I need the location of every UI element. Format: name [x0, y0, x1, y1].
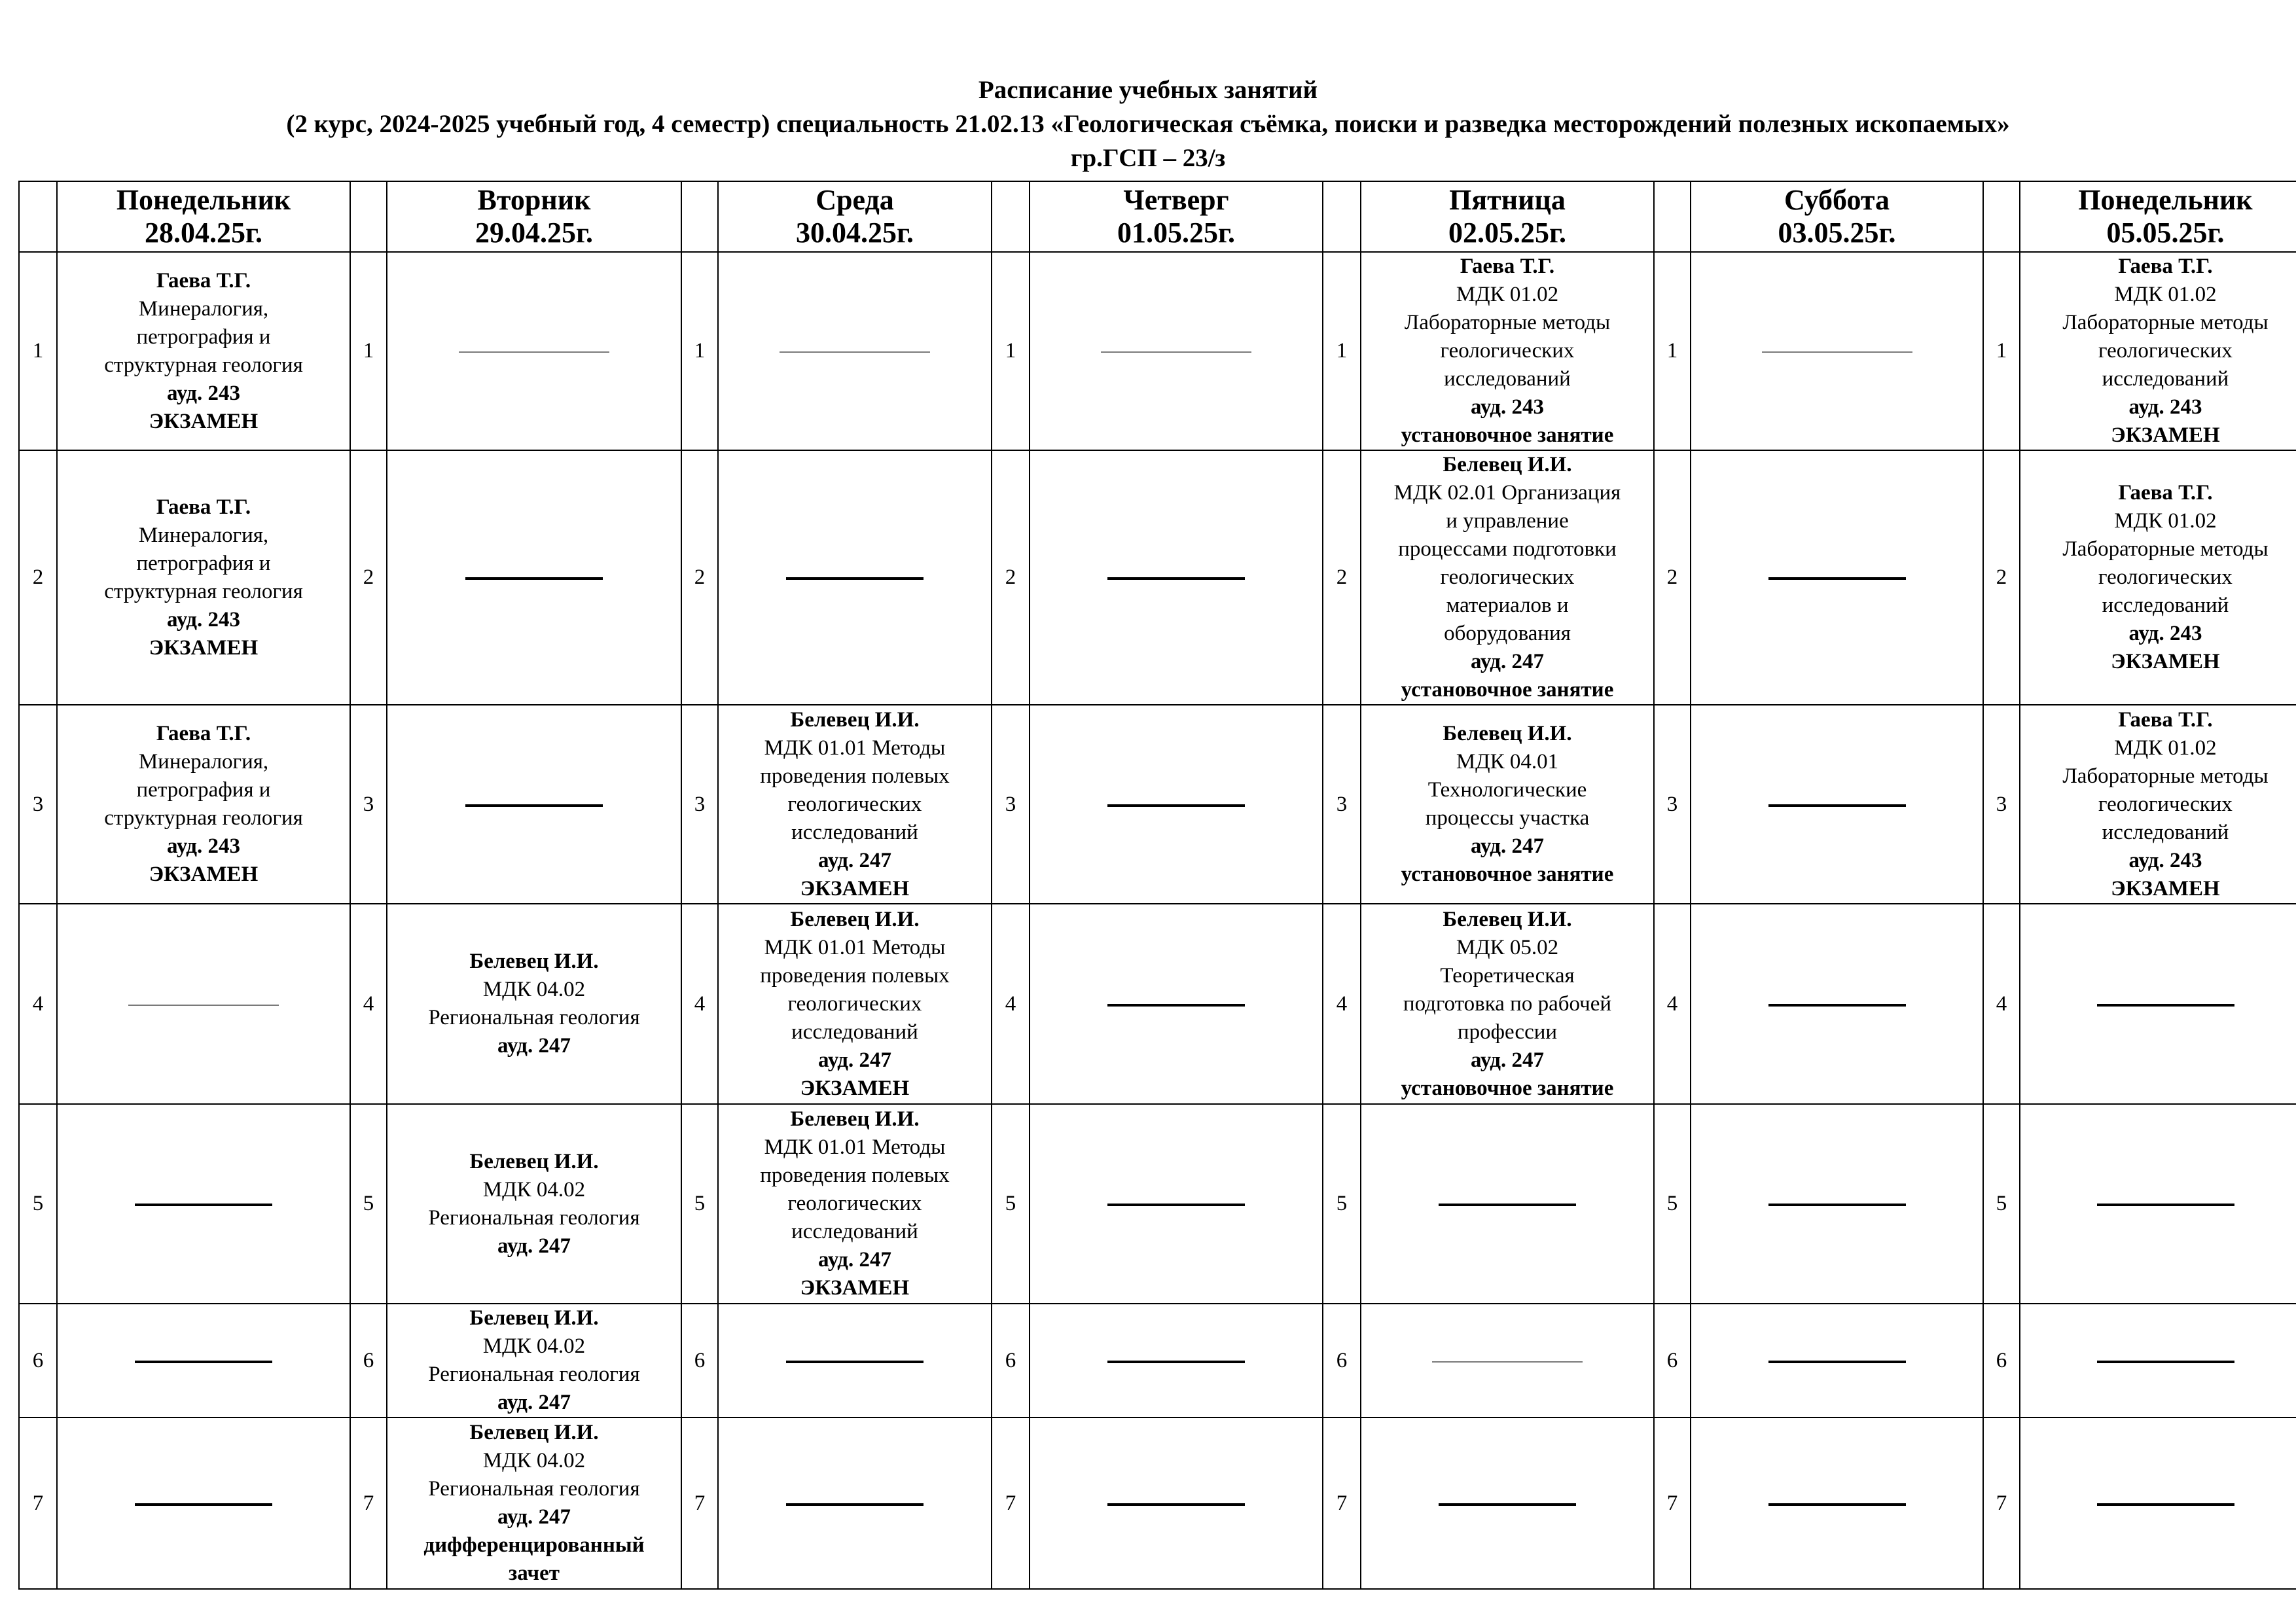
lesson-number: 7	[1323, 1418, 1361, 1589]
lesson-number: 2	[1323, 450, 1361, 705]
empty-slot	[718, 1418, 992, 1589]
day-date: 02.05.25г.	[1448, 217, 1567, 249]
lesson-line: Гаева Т.Г.	[2118, 481, 2213, 505]
lesson-line: петрография и	[136, 325, 271, 349]
lesson-line: исследований	[791, 1220, 918, 1243]
empty-slot-line	[1439, 1503, 1576, 1506]
lesson-number: 3	[992, 705, 1030, 904]
lesson-line: геологических	[2098, 792, 2233, 816]
lesson-line: ауд. 247	[818, 848, 891, 872]
lesson-line: МДК 01.01 Методы	[764, 1135, 946, 1159]
lesson-number: 3	[1983, 705, 2020, 904]
lesson-line: ауд. 247	[1471, 1048, 1544, 1072]
empty-slot-line	[786, 1503, 924, 1506]
lesson-line: зачет	[509, 1561, 560, 1585]
empty-slot-line	[135, 1361, 272, 1363]
lesson-number: 5	[1983, 1104, 2020, 1304]
lesson-line: Региональная геология	[428, 1477, 640, 1501]
empty-slot	[57, 1104, 350, 1304]
lesson-line: Белевец И.И.	[469, 1306, 599, 1330]
lesson-line: Гаева Т.Г.	[156, 268, 251, 293]
lesson-line: геологических	[787, 1192, 922, 1215]
lesson-line: установочное занятие	[1401, 423, 1614, 447]
lesson-number: 3	[1323, 705, 1361, 904]
lesson-line: Гаева Т.Г.	[2118, 255, 2213, 278]
lesson-line: МДК 04.01	[1456, 750, 1559, 774]
day-name: Понедельник	[2078, 184, 2253, 216]
empty-slot	[57, 1304, 350, 1418]
lesson-number: 1	[1323, 252, 1361, 450]
empty-slot-line	[1439, 1204, 1576, 1206]
document-subtitle: (2 курс, 2024-2025 учебный год, 4 семестр) специальность 21.02.13 «Геологическая съёмка, поиски и разведка месторождений полезных ископаемых»	[286, 110, 2010, 138]
empty-slot	[2020, 904, 2296, 1104]
day-header	[57, 181, 350, 252]
lesson-line: исследований	[2102, 367, 2229, 391]
lesson-line: структурная геология	[104, 806, 303, 830]
lesson-line: Лабораторные методы	[1404, 311, 1611, 334]
lesson-number: 2	[350, 450, 387, 705]
lesson-line: исследований	[791, 820, 918, 844]
empty-slot-line	[1107, 1004, 1245, 1007]
lesson-number: 5	[1654, 1104, 1691, 1304]
lesson-number: 2	[1654, 450, 1691, 705]
empty-slot-line	[1101, 351, 1251, 353]
day-header	[1030, 181, 1323, 252]
empty-slot	[718, 1304, 992, 1418]
lesson-line: Региональная геология	[428, 1006, 640, 1029]
lesson-line: установочное занятие	[1401, 863, 1614, 886]
empty-slot	[718, 252, 992, 450]
lesson-line: Белевец И.И.	[469, 1149, 599, 1173]
empty-slot-line	[135, 1503, 272, 1506]
lesson-number: 5	[992, 1104, 1030, 1304]
lesson-line: Минералогия,	[138, 750, 269, 774]
schedule-table	[18, 181, 2296, 1590]
day-header	[2020, 181, 2296, 252]
lesson-line: Белевец И.И.	[790, 707, 920, 732]
lesson-line: проведения полевых	[760, 963, 950, 988]
lesson-line: Белевец И.И.	[469, 950, 599, 973]
day-name: Четверг	[1123, 184, 1229, 216]
empty-slot	[57, 1418, 350, 1589]
lesson-cell	[1361, 450, 1654, 705]
lesson-line: ЭКЗАМЕН	[800, 1276, 910, 1300]
lesson-line: МДК 04.02	[482, 1177, 586, 1202]
empty-slot	[1691, 450, 1983, 705]
lesson-line: ЭКЗАМЕН	[800, 876, 910, 901]
lesson-number: 5	[681, 1104, 718, 1304]
lesson-cell	[1361, 904, 1654, 1104]
lesson-number-header	[1323, 181, 1361, 252]
lesson-number: 6	[1983, 1304, 2020, 1418]
lesson-number: 4	[992, 904, 1030, 1104]
lesson-number: 7	[19, 1418, 57, 1589]
empty-slot-line	[465, 804, 603, 807]
lesson-line: ауд. 243	[2128, 622, 2202, 645]
day-date: 30.04.25г.	[795, 217, 914, 249]
empty-slot-line	[1768, 1361, 1906, 1363]
lesson-cell	[387, 904, 681, 1104]
lesson-line: Гаева Т.Г.	[156, 495, 251, 519]
lesson-line: исследований	[791, 1020, 918, 1044]
lesson-line: ауд. 243	[2128, 848, 2202, 872]
lesson-number: 1	[992, 252, 1030, 450]
lesson-cell	[718, 1104, 992, 1304]
lesson-line: профессии	[1457, 1020, 1558, 1044]
lesson-line: установочное занятие	[1401, 678, 1614, 702]
lesson-number: 4	[350, 904, 387, 1104]
lesson-line: петрография и	[136, 778, 271, 802]
lesson-line: ауд. 243	[167, 607, 240, 632]
lesson-line: проведения полевых	[760, 1164, 950, 1187]
lesson-line: МДК 01.02	[2114, 509, 2217, 533]
lesson-line: подготовка по рабочей	[1403, 991, 1612, 1016]
lesson-number: 1	[681, 252, 718, 450]
empty-slot-line	[1107, 1503, 1245, 1506]
lesson-line: структурная геология	[104, 579, 303, 603]
lesson-number-header	[681, 181, 718, 252]
lesson-number: 3	[1654, 705, 1691, 904]
lesson-line: Белевец И.И.	[790, 907, 920, 931]
lesson-cell	[387, 1304, 681, 1418]
lesson-line: Лабораторные методы	[2062, 311, 2269, 334]
day-date: 03.05.25г.	[1778, 217, 1896, 249]
empty-slot-line	[1107, 804, 1245, 807]
lesson-number: 7	[992, 1418, 1030, 1589]
lesson-line: Теоретическая	[1440, 963, 1575, 988]
empty-slot-line	[2097, 1004, 2234, 1007]
lesson-number: 2	[19, 450, 57, 705]
day-header	[718, 181, 992, 252]
lesson-line: геологических	[2098, 565, 2233, 589]
lesson-row	[19, 904, 2296, 1104]
empty-slot	[718, 450, 992, 705]
lesson-number: 6	[681, 1304, 718, 1418]
empty-slot	[2020, 1304, 2296, 1418]
lesson-line: дифференцированный	[423, 1533, 645, 1557]
lesson-line: Белевец И.И.	[790, 1107, 920, 1131]
day-name: Среда	[816, 184, 894, 216]
lesson-line: геологических	[1440, 339, 1575, 363]
empty-slot-line	[2097, 1204, 2234, 1206]
lesson-number-header	[19, 181, 57, 252]
lesson-number: 6	[350, 1304, 387, 1418]
lesson-number: 3	[350, 705, 387, 904]
lesson-number-header	[350, 181, 387, 252]
lesson-line: Региональная геология	[428, 1363, 640, 1386]
document-header	[0, 73, 2296, 175]
lesson-cell	[1361, 705, 1654, 904]
lesson-number: 3	[681, 705, 718, 904]
lesson-line: МДК 04.02	[482, 1334, 586, 1358]
lesson-line: МДК 01.02	[1456, 283, 1559, 306]
empty-slot-line	[1768, 1503, 1906, 1506]
lesson-line: ЭКЗАМЕН	[149, 863, 259, 886]
lesson-line: МДК 04.02	[482, 978, 586, 1001]
empty-slot	[1030, 1304, 1323, 1418]
lesson-line: исследований	[2102, 820, 2229, 844]
lesson-line: ауд. 247	[1471, 834, 1544, 858]
empty-slot	[1691, 252, 1983, 450]
lesson-number-header	[1654, 181, 1691, 252]
lesson-line: ЭКЗАМЕН	[149, 409, 259, 433]
lesson-row	[19, 252, 2296, 450]
empty-slot	[1361, 1104, 1654, 1304]
lesson-line: ЭКЗАМЕН	[2111, 650, 2220, 673]
lesson-number: 4	[1323, 904, 1361, 1104]
day-date: 29.04.25г.	[475, 217, 594, 249]
empty-slot-line	[2097, 1503, 2234, 1506]
lesson-line: ауд. 247	[497, 1391, 571, 1414]
lesson-line: Минералогия,	[138, 296, 269, 321]
empty-slot-line	[1768, 804, 1906, 807]
lesson-line: структурная геология	[104, 353, 303, 377]
lesson-line: ЭКЗАМЕН	[2111, 423, 2220, 447]
lesson-line: проведения полевых	[760, 764, 950, 788]
empty-slot	[1691, 1304, 1983, 1418]
lesson-cell	[57, 705, 350, 904]
empty-slot-line	[1432, 1361, 1583, 1363]
lesson-line: МДК 02.01 Организация	[1393, 481, 1621, 505]
empty-slot-line	[465, 577, 603, 580]
lesson-line: петрография и	[136, 551, 271, 575]
lesson-cell	[387, 1418, 681, 1589]
lesson-number: 7	[350, 1418, 387, 1589]
empty-slot-line	[1768, 1204, 1906, 1206]
lesson-number: 1	[350, 252, 387, 450]
lesson-cell	[2020, 450, 2296, 705]
lesson-line: Белевец И.И.	[469, 1421, 599, 1444]
empty-slot-line	[128, 1005, 279, 1006]
lesson-line: геологических	[787, 991, 922, 1016]
lesson-number: 4	[1654, 904, 1691, 1104]
lesson-line: ауд. 247	[818, 1048, 891, 1072]
lesson-line: Гаева Т.Г.	[1460, 255, 1555, 278]
lesson-number: 5	[19, 1104, 57, 1304]
empty-slot-line	[2097, 1361, 2234, 1363]
empty-slot	[1361, 1418, 1654, 1589]
lesson-line: оборудования	[1444, 622, 1571, 645]
lesson-line: Гаева Т.Г.	[156, 722, 251, 745]
lesson-number: 2	[1983, 450, 2020, 705]
day-date: 05.05.25г.	[2106, 217, 2225, 249]
lesson-line: ЭКЗАМЕН	[800, 1076, 910, 1100]
empty-slot	[1691, 705, 1983, 904]
day-name: Вторник	[477, 184, 591, 216]
lesson-number: 6	[1323, 1304, 1361, 1418]
lesson-cell	[57, 450, 350, 705]
lesson-number: 1	[19, 252, 57, 450]
empty-slot	[1030, 1418, 1323, 1589]
empty-slot-line	[786, 577, 924, 580]
lesson-number: 5	[350, 1104, 387, 1304]
empty-slot	[1691, 1104, 1983, 1304]
lesson-line: процессами подготовки	[1398, 537, 1617, 561]
lesson-number: 1	[1654, 252, 1691, 450]
lesson-number: 6	[1654, 1304, 1691, 1418]
lesson-line: ауд. 247	[818, 1248, 891, 1272]
day-name: Суббота	[1784, 184, 1890, 216]
empty-slot-line	[459, 351, 609, 353]
lesson-line: ауд. 243	[1471, 395, 1544, 419]
empty-slot-line	[1762, 351, 1912, 353]
lesson-number: 5	[1323, 1104, 1361, 1304]
lesson-line: ауд. 247	[1471, 650, 1544, 673]
lesson-cell	[57, 252, 350, 450]
lesson-line: геологических	[1440, 565, 1575, 589]
day-name: Понедельник	[116, 184, 291, 216]
empty-slot	[387, 450, 681, 705]
lesson-line: материалов и	[1446, 594, 1569, 617]
empty-slot	[1691, 1418, 1983, 1589]
lesson-row	[19, 1418, 2296, 1589]
empty-slot	[57, 904, 350, 1104]
empty-slot-line	[1107, 577, 1245, 580]
empty-slot-line	[1768, 1004, 1906, 1007]
lesson-cell	[387, 1104, 681, 1304]
lesson-line: ЭКЗАМЕН	[149, 635, 259, 660]
lesson-cell	[718, 705, 992, 904]
lesson-line: Минералогия,	[138, 523, 269, 547]
lesson-line: МДК 01.01 Методы	[764, 935, 946, 959]
lesson-line: ауд. 247	[497, 1234, 571, 1258]
lesson-cell	[2020, 252, 2296, 450]
lesson-number: 1	[1983, 252, 2020, 450]
empty-slot-line	[1107, 1204, 1245, 1206]
lesson-line: Гаева Т.Г.	[2118, 707, 2213, 732]
empty-slot	[1030, 252, 1323, 450]
lesson-row	[19, 450, 2296, 705]
lesson-line: и управление	[1446, 509, 1569, 533]
lesson-line: ауд. 247	[497, 1505, 571, 1529]
lesson-number: 4	[19, 904, 57, 1104]
lesson-cell	[2020, 705, 2296, 904]
lesson-line: Технологические	[1427, 778, 1587, 802]
lesson-line: Лабораторные методы	[2062, 537, 2269, 561]
empty-slot	[387, 705, 681, 904]
empty-slot-line	[1768, 577, 1906, 580]
lesson-line: МДК 04.02	[482, 1449, 586, 1472]
empty-slot	[2020, 1418, 2296, 1589]
lesson-number: 6	[992, 1304, 1030, 1418]
lesson-row	[19, 1104, 2296, 1304]
lesson-number: 2	[992, 450, 1030, 705]
empty-slot-line	[135, 1204, 272, 1206]
lesson-line: МДК 01.01 Методы	[764, 736, 946, 760]
lesson-line: Белевец И.И.	[1443, 907, 1572, 931]
lesson-number: 7	[681, 1418, 718, 1589]
header-row	[19, 181, 2296, 252]
lesson-line: Белевец И.И.	[1443, 722, 1572, 745]
day-date: 28.04.25г.	[144, 217, 263, 249]
lesson-number: 3	[19, 705, 57, 904]
lesson-line: ауд. 247	[497, 1034, 571, 1058]
lesson-line: геологических	[787, 792, 922, 816]
group-name: гр.ГСП – 23/з	[1070, 144, 1226, 172]
lesson-line: ауд. 243	[167, 834, 240, 858]
lesson-number: 6	[19, 1304, 57, 1418]
lesson-line: Региональная геология	[428, 1205, 640, 1230]
empty-slot	[1030, 1104, 1323, 1304]
lesson-line: ауд. 243	[167, 381, 240, 405]
lesson-cell	[1361, 252, 1654, 450]
lesson-number: 4	[1983, 904, 2020, 1104]
lesson-line: геологических	[2098, 339, 2233, 363]
empty-slot	[1030, 705, 1323, 904]
lesson-line: Лабораторные методы	[2062, 764, 2269, 788]
document-title: Расписание учебных занятий	[978, 76, 1318, 104]
lesson-line: ауд. 243	[2128, 395, 2202, 419]
day-date: 01.05.25г.	[1117, 217, 1236, 249]
day-header	[387, 181, 681, 252]
empty-slot	[1030, 450, 1323, 705]
lesson-line: Белевец И.И.	[1443, 453, 1572, 476]
lesson-line: МДК 05.02	[1456, 935, 1559, 959]
lesson-number: 7	[1983, 1418, 2020, 1589]
empty-slot	[1361, 1304, 1654, 1418]
lesson-row	[19, 1304, 2296, 1418]
lesson-line: исследований	[2102, 594, 2229, 617]
empty-slot-line	[786, 1361, 924, 1363]
lesson-line: процессы участка	[1425, 806, 1590, 830]
lesson-line: исследований	[1444, 367, 1571, 391]
day-header	[1691, 181, 1983, 252]
lesson-number-header	[992, 181, 1030, 252]
day-name: Пятница	[1449, 184, 1566, 216]
lesson-number: 4	[681, 904, 718, 1104]
empty-slot	[1030, 904, 1323, 1104]
lesson-row	[19, 705, 2296, 904]
empty-slot	[2020, 1104, 2296, 1304]
lesson-number: 2	[681, 450, 718, 705]
day-header	[1361, 181, 1654, 252]
empty-slot	[387, 252, 681, 450]
lesson-line: МДК 01.02	[2114, 283, 2217, 306]
empty-slot-line	[1107, 1361, 1245, 1363]
lesson-line: ЭКЗАМЕН	[2111, 876, 2220, 901]
empty-slot-line	[780, 351, 930, 353]
lesson-cell	[718, 904, 992, 1104]
lesson-line: установочное занятие	[1401, 1076, 1614, 1100]
lesson-line: МДК 01.02	[2114, 736, 2217, 760]
empty-slot	[1691, 904, 1983, 1104]
lesson-number-header	[1983, 181, 2020, 252]
lesson-number: 7	[1654, 1418, 1691, 1589]
